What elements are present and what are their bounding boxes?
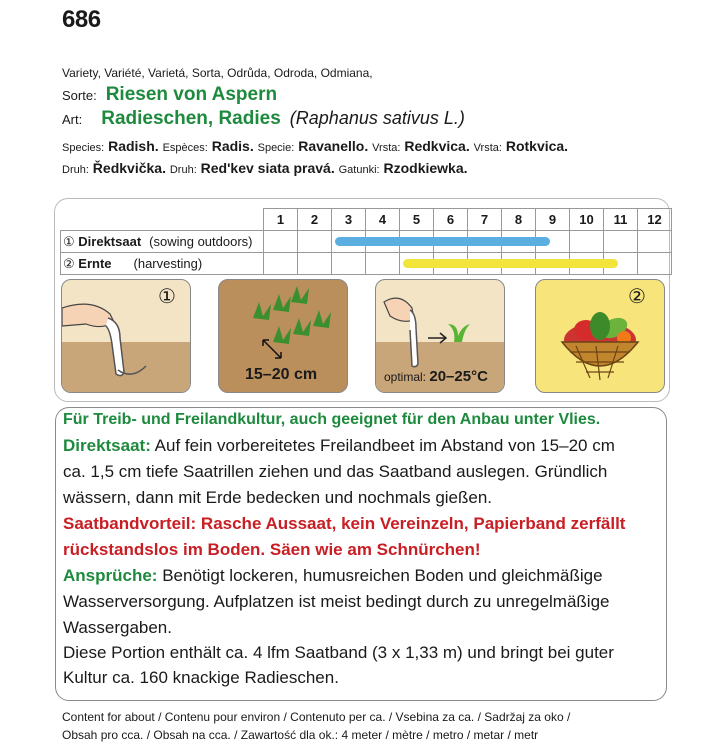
variety-label: Sorte:	[62, 88, 97, 103]
temperature-label: optimal: 20–25°C	[384, 368, 488, 385]
month-2: 2	[298, 209, 332, 231]
month-1: 1	[264, 209, 298, 231]
pictogram-temperature	[375, 279, 505, 393]
requirements-line: Ansprüche: Benötigt lockeren, humusreichen Boden und gleichmäßige	[63, 566, 603, 585]
month-12: 12	[638, 209, 672, 231]
pictogram-harvest	[535, 279, 665, 393]
pictogram-sowing	[61, 279, 191, 393]
species-row	[62, 108, 465, 130]
pictogram-spacing	[218, 279, 348, 393]
species-label: Art:	[62, 112, 83, 127]
month-8: 8	[502, 209, 536, 231]
month-11: 11	[604, 209, 638, 231]
text-line-8: Wasserversorgung. Aufplatzen ist meist bedingt durch zu unregelmäßige	[63, 592, 610, 611]
month-10: 10	[570, 209, 604, 231]
direct-sowing-line: Direktsaat: Auf fein vorbereitetes Freilandbeet im Abstand von 15–20 cm	[63, 436, 615, 455]
portion-line-2: Kultur ca. 160 knackige Radieschen.	[63, 668, 339, 687]
species-name: Radieschen, Radies	[101, 108, 281, 129]
content-footer-2: Obsah pro cca. / Obsah na cca. / Zawartość dla ok.: 4 meter / mètre / metro / metar / metr	[62, 728, 539, 742]
month-6: 6	[434, 209, 468, 231]
variety-languages: Variety, Variété, Varietá, Sorta, Odrůda, Odroda, Odmiana,	[62, 66, 373, 80]
month-5: 5	[400, 209, 434, 231]
variety-name: Riesen von Aspern	[105, 84, 278, 105]
seed-tape-advantage-2: rückstandslos im Boden. Säen wie am Schnürchen!	[63, 540, 481, 559]
cultivation-note: Für Treib- und Freilandkultur, auch geeignet für den Anbau unter Vlies.	[63, 411, 601, 428]
sowing-period-bar	[335, 237, 550, 246]
seed-tape-advantage: Saatbandvorteil: Rasche Aussaat, kein Vereinzeln, Papierband zerfällt	[63, 514, 626, 533]
month-9: 9	[536, 209, 570, 231]
pictogram-marker-1: ①	[158, 286, 176, 308]
spacing-caption: 15–20 cm	[245, 366, 318, 383]
sowing-row-label: ① Direktsaat (sowing outdoors)	[61, 231, 264, 253]
latin-name: (Raphanus sativus L.)	[289, 108, 465, 128]
month-4: 4	[366, 209, 400, 231]
month-7: 7	[468, 209, 502, 231]
translations-line-1: Species: Radish. Espèces: Radis. Specie: Ravanello. Vrsta: Redkvica. Vrsta: Rotkvica.	[62, 138, 569, 154]
article-number: 686	[62, 6, 101, 33]
harvest-row-label: ② Ernte (harvesting)	[61, 253, 264, 275]
harvest-period-bar	[403, 259, 618, 268]
text-line-9: Wassergaben.	[63, 618, 172, 637]
pictogram-marker-2: ②	[628, 286, 646, 308]
portion-line: Diese Portion enthält ca. 4 lfm Saatband (3 x 1,33 m) und bringt bei guter	[63, 643, 614, 662]
translations-line-2: Druh: Ředkvička. Druh: Red'kev siata pravá. Gatunki: Rzodkiewka.	[62, 160, 468, 176]
variety-row	[62, 84, 277, 106]
month-3: 3	[332, 209, 366, 231]
content-footer-1: Content for about / Contenu pour environ / Contenuto per ca. / Vsebina za ca. / Sadržaj za oko /	[62, 710, 571, 724]
text-line-3: ca. 1,5 cm tiefe Saatrillen ziehen und das Saatband auslegen. Gründlich	[63, 462, 608, 481]
text-line-4: wässern, dann mit Erde bedecken und nochmals gießen.	[63, 488, 493, 507]
